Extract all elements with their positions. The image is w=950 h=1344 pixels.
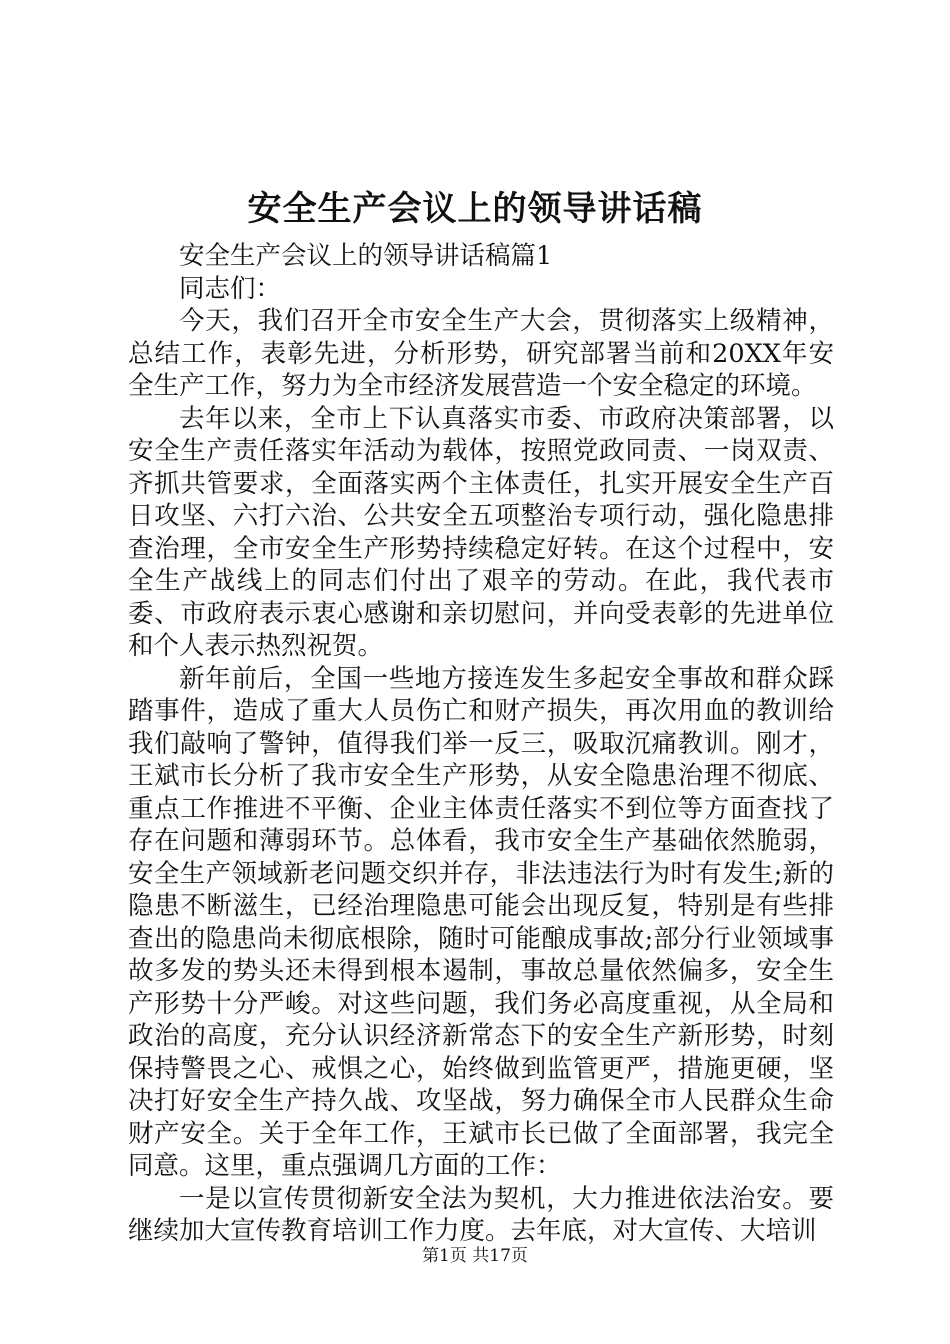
document-title: 安全生产会议上的领导讲话稿	[247, 189, 703, 229]
paragraph: 新年前后，全国一些地方接连发生多起安全事故和群众踩踏事件，造成了重大人员伤亡和财产损失，再次用血的教训给我们敲响了警钟，值得我们举一反三，吸取沉痛教训。刚才，王斌市长分析了我市安全生产形势，从安全隐患治理不彻底、重点工作推进不平衡、企业主体责任落实不到位等方面查找了存在问题和薄弱环节。总体看，我市安全生产基础依然脆弱，安全生产领域新老问题交织并存，非法违法行为时有发生;新的隐患不断滋生，已经治理隐患可能会出现反复，特别是有些排查出的隐患尚未彻底根除，随时可能酿成事故;部分行业领域事故多发的势头还未得到根本遏制，事故总量依然偏多，安全生产形势十分严峻。对这些问题，我们务必高度重视，从全局和政治的高度，充分认识经济新常态下的安全生产新形势，时刻保持警畏之心、戒惧之心，始终做到监管更严，措施更硬，坚决打好安全生产持久战、攻坚战，努力确保全市人民群众生命财产安全。关于全年工作，王斌市长已做了全面部署，我完全同意。这里，重点强调几方面的工作：	[128, 663, 834, 1181]
paragraph: 一是以宣传贯彻新安全法为契机，大力推进依法治安。要继续加大宣传教育培训工作力度。去年底，对大宣传、大培训	[128, 1183, 834, 1246]
page-number: 第1页 共17页	[422, 1246, 528, 1266]
paragraph: 去年以来，全市上下认真落实市委、市政府决策部署，以安全生产责任落实年活动为载体，按照党政同责、一岗双责、齐抓共管要求，全面落实两个主体责任，扎实开展安全生产百日攻坚、六打六治、公共安全五项整治专项行动，强化隐患排查治理，全市安全生产形势持续稳定好转。在这个过程中，安全生产战线上的同志们付出了艰辛的劳动。在此，我代表市委、市政府表示衷心感谢和亲切慰问，并向受表彰的先进单位和个人表示热烈祝贺。	[128, 403, 834, 661]
paragraph: 今天，我们召开全市安全生产大会，贯彻落实上级精神，总结工作，表彰先进，分析形势，研究部署当前和20XX年安全生产工作，努力为全市经济发展营造一个安全稳定的环境。	[128, 306, 834, 401]
salutation: 同志们：	[179, 273, 282, 304]
document-body	[128, 240, 834, 1248]
section-heading: 安全生产会议上的领导讲话稿篇1	[179, 241, 553, 271]
